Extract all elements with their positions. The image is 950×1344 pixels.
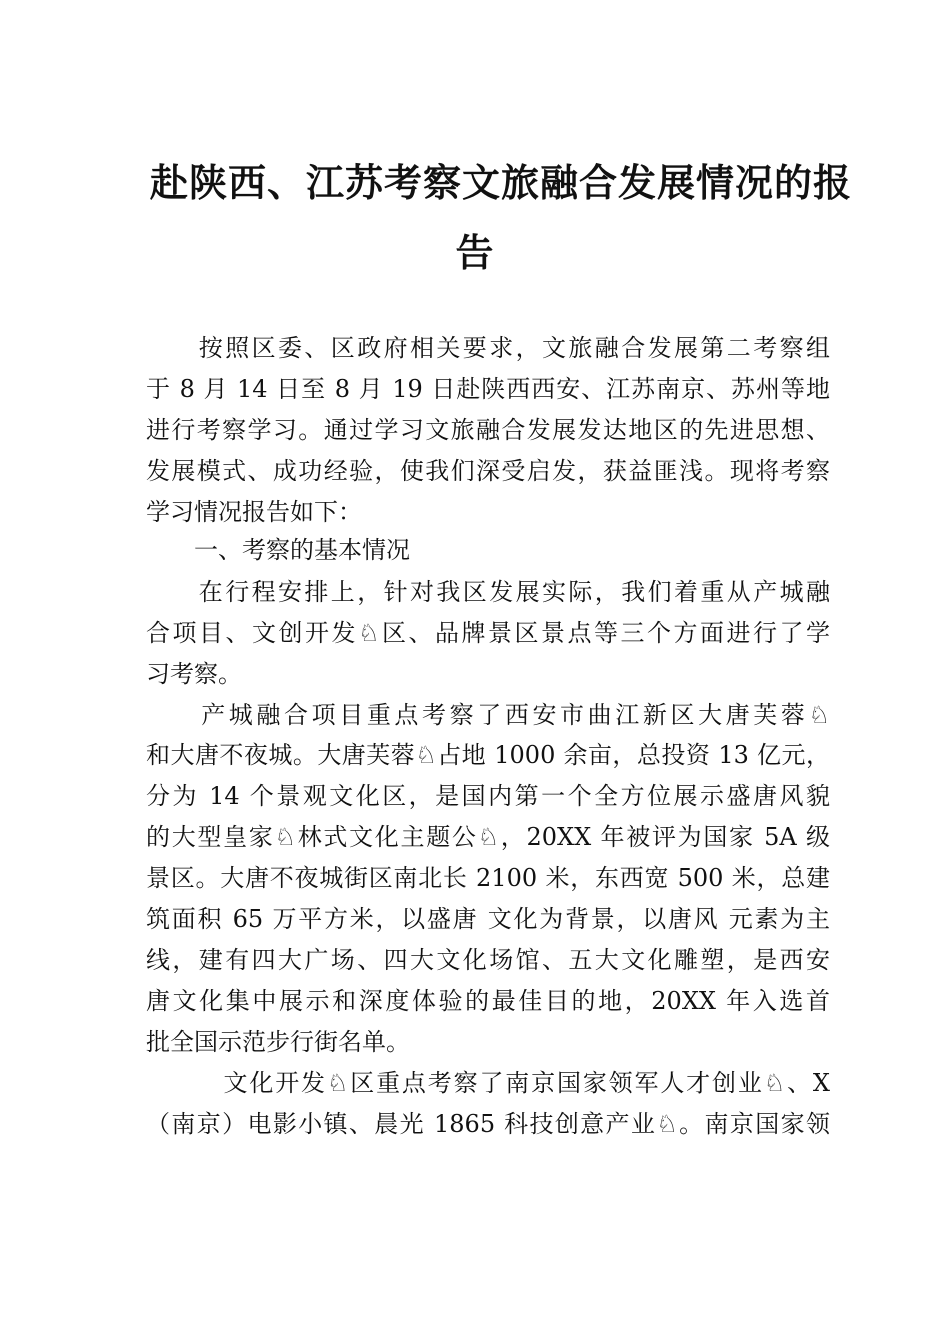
body-line: 习考察。 bbox=[146, 660, 242, 688]
body-line: 线，建有四大广场、四大文化场馆、五大文化雕塑，是西安 bbox=[146, 946, 830, 974]
body-line: （南京）电影小镇、晨光 1865 科技创意产业♘。南京国家领 bbox=[146, 1110, 830, 1138]
body-line: 学习情况报告如下： bbox=[146, 498, 362, 526]
body-line: 景区。大唐不夜城街区南北长 2100 米，东西宽 500 米，总建 bbox=[146, 864, 830, 892]
body-line: 和大唐不夜城。大唐芙蓉♘占地 1000 余亩，总投资 13 亿元， bbox=[146, 741, 830, 769]
body-line: 唐文化集中展示和深度体验的最佳目的地，20XX 年入选首 bbox=[146, 987, 830, 1015]
body-line: 产城融合项目重点考察了西安市曲江新区大唐芙蓉♘ bbox=[146, 701, 830, 729]
body-line: 的大型皇家♘林式文化主题公♘，20XX 年被评为国家 5A 级 bbox=[146, 823, 830, 851]
body-line: 在行程安排上，针对我区发展实际，我们着重从产城融 bbox=[146, 578, 830, 606]
body-line: 按照区委、区政府相关要求，文旅融合发展第二考察组 bbox=[146, 334, 830, 362]
body-line: 批全国示范步行街名单。 bbox=[146, 1028, 410, 1056]
body-line: 筑面积 65 万平方米，以盛唐 文化为背景，以唐风 元素为主 bbox=[146, 905, 830, 933]
body-line: 文化开发♘区重点考察了南京国家领军人才创业♘、X bbox=[146, 1069, 830, 1097]
section-heading: 一、考察的基本情况 bbox=[146, 536, 410, 564]
body-line: 发展模式、成功经验，使我们深受启发，获益匪浅。现将考察 bbox=[146, 457, 830, 485]
body-line: 合项目、文创开发♘区、品牌景区景点等三个方面进行了学 bbox=[146, 619, 830, 647]
document-title-line-1: 赴陕西、江苏考察文旅融合发展情况的报 bbox=[150, 160, 853, 205]
document-title-line-2: 告 bbox=[455, 230, 495, 275]
body-line: 分为 14 个景观文化区，是国内第一个全方位展示盛唐风貌 bbox=[146, 782, 830, 810]
body-line: 于 8 月 14 日至 8 月 19 日赴陕西西安、江苏南京、苏州等地 bbox=[146, 375, 830, 403]
body-line: 进行考察学习。通过学习文旅融合发展发达地区的先进思想、 bbox=[146, 416, 830, 444]
